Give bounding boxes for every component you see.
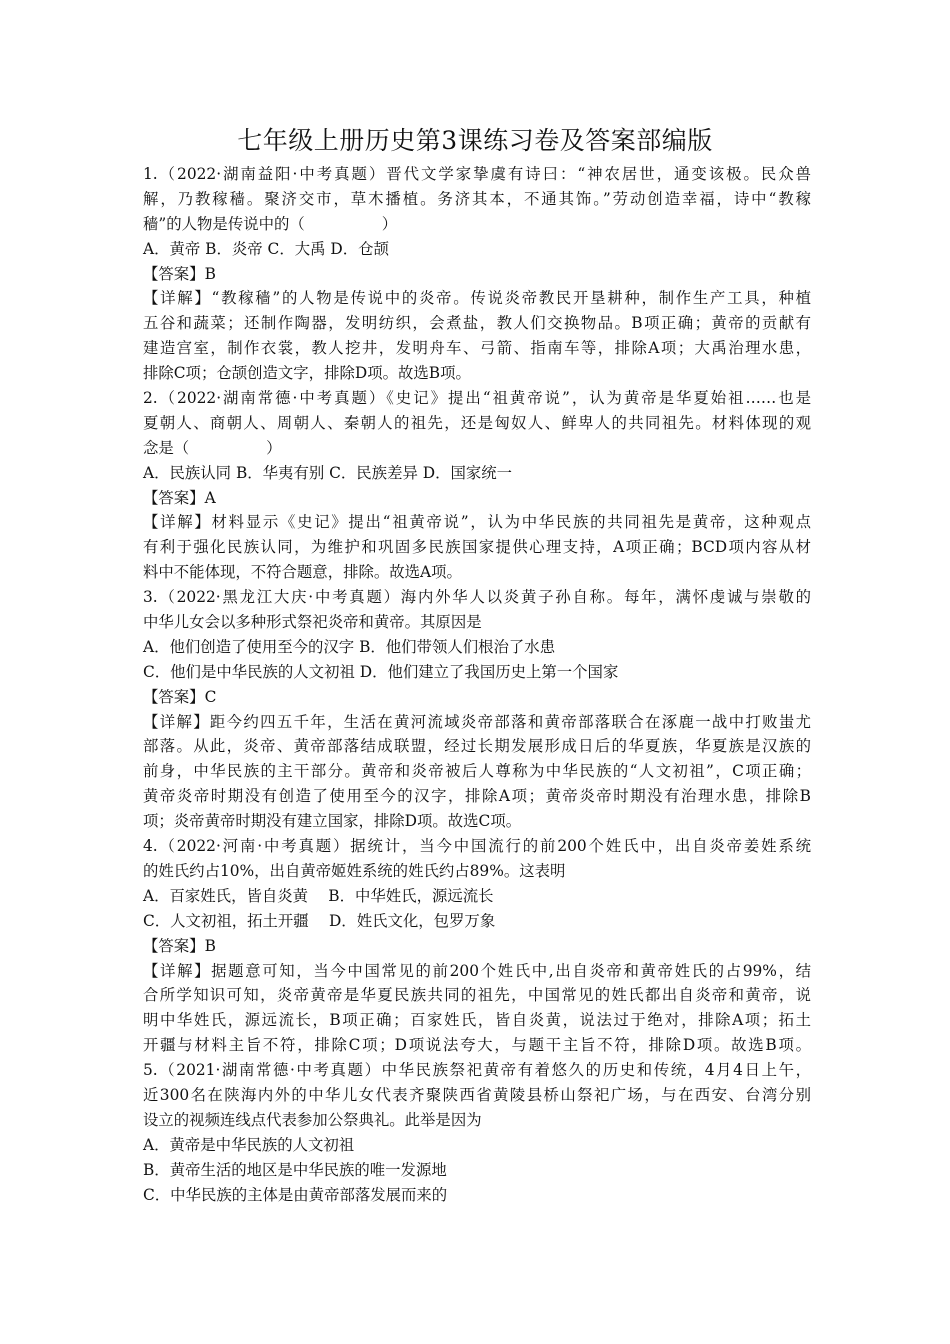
text-line: A．百家姓氏，皆自炎黄 B．中华姓氏，源远流长 [143, 886, 494, 905]
text-line: 穑”的人物是传说中的（ ） [143, 214, 398, 233]
text-line: 4.（2022·河南·中考真题）据统计，当今中国流行的前200个姓氏中，出自炎帝姜姓系统 [143, 837, 811, 856]
text-line: 五谷和蔬菜；还制作陶器，发明纺织，会煮盐，教人们交换物品。B项正确；黄帝的贡献有 [143, 314, 811, 333]
text-line: 3.（2022·黑龙江大庆·中考真题）海内外华人以炎黄子孙自称。每年，满怀虔诚与崇敬的 [143, 588, 811, 607]
text-line: 料中不能体现，不符合题意，排除。故选A项。 [143, 563, 462, 582]
text-line: 2.（2022·湖南常德·中考真题）《史记》提出“祖黄帝说”，认为黄帝是华夏始祖……也是 [143, 389, 811, 408]
text-line: 解，乃教稼穑。聚济交市，草木播植。务济其本，不通其饰。”劳动创造幸福，诗中“教稼 [143, 189, 811, 208]
text-line: 建造宫室，制作衣裳，教人挖井，发明舟车、弓箭、指南车等，排除A项；大禹治理水患， [143, 339, 811, 358]
text-line: B．黄帝生活的地区是中华民族的唯一发源地 [143, 1160, 447, 1179]
text-line: 【详解】据题意可知，当今中国常见的前200个姓氏中,出自炎帝和黄帝姓氏的占99%，结 [143, 961, 811, 980]
text-line: 中华儿女会以多种形式祭祀炎帝和黄帝。其原因是 [143, 613, 482, 632]
text-line: 黄帝炎帝时期没有创造了使用至今的汉字，排除A项；黄帝炎帝时期没有治理水患，排除B [143, 787, 811, 806]
text-line: C．人文初祖，拓土开疆 D．姓氏文化，包罗万象 [143, 911, 496, 930]
text-line: 念是（ ） [143, 438, 282, 457]
page-title: 七年级上册历史第3课练习卷及答案部编版 [237, 126, 713, 155]
text-line: A．他们创造了使用至今的汉字 B．他们带领人们根治了水患 [143, 637, 556, 656]
text-line: C．中华民族的主体是由黄帝部落发展而来的 [143, 1185, 448, 1204]
text-line: 【答案】B [143, 936, 216, 955]
text-line: 有利于强化民族认同，为维护和巩固多民族国家提供心理支持，A项正确；BCD项内容从材 [143, 538, 811, 557]
text-line: 设立的视频连线点代表参加公祭典礼。此举是因为 [143, 1110, 482, 1129]
text-line: 项；炎帝黄帝时期没有建立国家，排除D项。故选C项。 [143, 812, 522, 831]
text-line: 近300名在陕海内外的中华儿女代表齐聚陕西省黄陵县桥山祭祀广场，与在西安、台湾分别 [143, 1085, 811, 1104]
text-line: A．黄帝是中华民族的人文初祖 [143, 1135, 355, 1154]
text-line: 夏朝人、商朝人、周朝人、秦朝人的祖先，还是匈奴人、鲜卑人的共同祖先。材料体现的观 [143, 413, 811, 432]
text-line: 【答案】A [143, 488, 216, 507]
text-line: 【详解】距今约四五千年，生活在黄河流域炎帝部落和黄帝部落联合在涿鹿一战中打败蚩尤 [143, 712, 811, 731]
text-line: 1.（2022·湖南益阳·中考真题）晋代文学家挚虞有诗曰：“神农居世，通变该极。民众兽 [143, 165, 811, 183]
text-line: 5.（2021·湖南常德·中考真题）中华民族祭祀黄帝有着悠久的历史和传统，4月4日上午， [143, 1061, 811, 1080]
text-line: A．黄帝 B．炎帝 C．大禹 D．仓颉 [143, 239, 389, 258]
text-line: C．他们是中华民族的人文初祖 D．他们建立了我国历史上第一个国家 [143, 662, 619, 681]
text-line: 开疆与材料主旨不符，排除C项；D项说法夸大，与题干主旨不符，排除D项。故选B项。 [143, 1036, 811, 1055]
text-line: 前身，中华民族的主干部分。黄帝和炎帝被后人尊称为中华民族的“人文初祖”，C项正确； [143, 762, 811, 781]
text-line: 明中华姓氏，源远流长，B项正确；百家姓氏，皆自炎黄，说法过于绝对，排除A项；拓土 [143, 1011, 811, 1030]
text-line: 【详解】“教稼穑”的人物是传说中的炎帝。传说炎帝教民开垦耕种，制作生产工具，种植 [143, 289, 811, 308]
document-body [143, 162, 811, 1207]
text-line: 合所学知识可知，炎帝黄帝是华夏民族共同的祖先，中国常见的姓氏都出自炎帝和黄帝，说 [143, 986, 811, 1005]
text-line: 部落。从此，炎帝、黄帝部落结成联盟，经过长期发展形成日后的华夏族，华夏族是汉族的 [143, 737, 811, 756]
text-line: 【答案】C [143, 687, 217, 706]
text-line: 【答案】B [143, 264, 216, 283]
text-line: 的姓氏约占10%，出自黄帝姬姓系统的姓氏约占89%。这表明 [143, 861, 566, 880]
text-line: 【详解】材料显示《史记》提出“祖黄帝说”，认为中华民族的共同祖先是黄帝，这种观点 [143, 513, 811, 532]
text-line: 排除C项；仓颉创造文字，排除D项。故选B项。 [143, 364, 471, 383]
text-line: A．民族认同 B．华夷有别 C．民族差异 D．国家统一 [143, 463, 513, 482]
